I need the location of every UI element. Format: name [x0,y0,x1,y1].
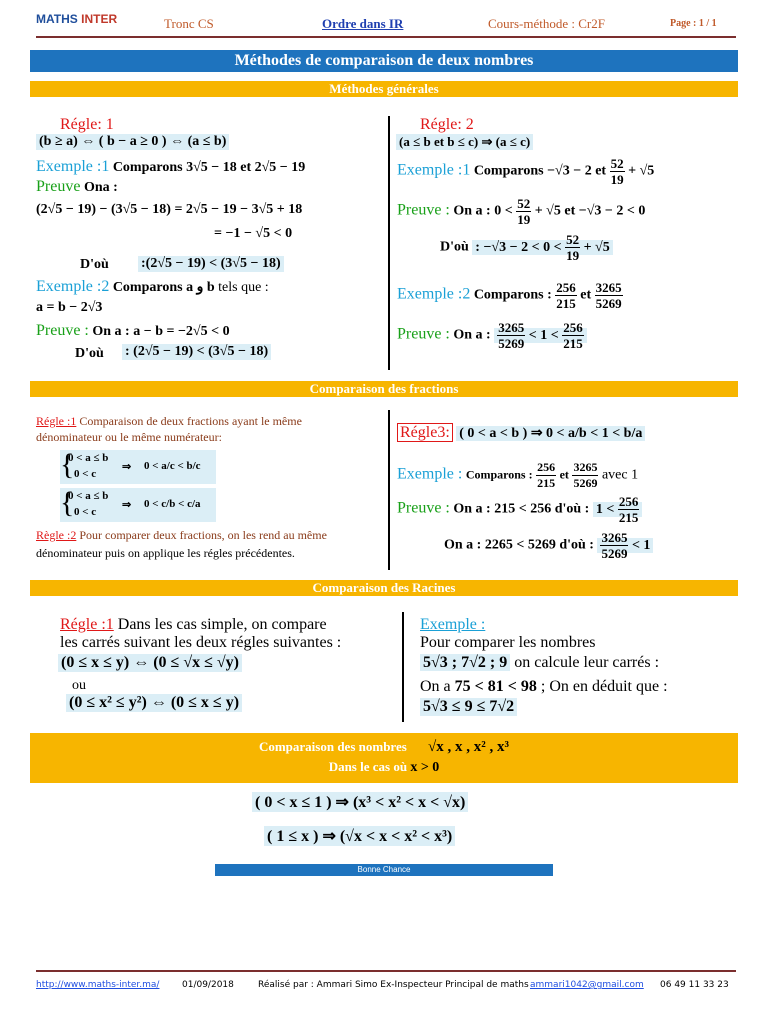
fraction-3265-5269: $\frac{3265}{5269}$ [595,280,622,311]
frac-rule1-text-a: Comparaison de deux fractions ayant le même [79,414,302,428]
donc2-formula: : (2√5 − 19) < (3√5 − 18) [122,344,271,360]
proof4-text: On a : [453,327,491,343]
proof3-title: Preuve : [397,201,450,219]
frac-example-tail: avec 1 [601,467,639,483]
proof4-box: $\frac{3265}{5269}$ < 1 < $\frac{256}{215}$ [494,328,586,343]
powers-condition-label: Dans le cas où [328,759,408,774]
frac-line2-result: $\frac{3265}{5269}$ < 1 [597,538,653,553]
email-link[interactable]: ammari1042@gmail.com [530,980,644,990]
column-divider [402,612,404,722]
proof1-text: Ona : [83,180,118,195]
proof4-title: Preuve : [397,325,450,343]
roots-formula2: (0 ≤ x² ≤ y²) ⇔ (0 ≤ x ≤ y) [66,694,242,712]
roots-or: ou [72,678,86,693]
roots-rule-text-b: les carrés suivant les deux régles suivantes : [60,634,342,651]
frac-rule2-text-a: Pour comparer deux fractions, on les rend au même [79,528,327,542]
frac-rule1-text-b: dénominateur ou le même numérateur: [36,430,222,444]
powers-formula1: ( 0 < x ≤ 1 ) ⇒ (x³ < x² < x < √x) [252,792,468,812]
powers-title: Comparaison des nombres [258,739,407,754]
chapter-label: Ordre dans IR [322,16,404,31]
proof3-mid: + √5 et −√3 − 2 < 0 [534,203,646,219]
example4-text: Comparons : [473,287,552,303]
frac-rule2-text-b: dénominateur puis on applique les régles précédentes. [36,546,295,560]
section-roots: Comparaison des Racines [30,580,738,596]
roots-example-line3c: ; On en déduit que : [540,678,668,695]
site-logo: MATHS INTER [36,12,118,26]
rule2-formula: (a ≤ b et b ≤ c) ⇒ (a ≤ c) [396,134,533,150]
donc2-label: D'où [75,346,104,361]
example2-text: Comparons a و b [112,280,215,295]
roots-example-title: Exemple : [420,616,486,633]
example1-title: Exemple :1 [36,158,110,175]
proof3-text: On a : 0 < [453,203,513,219]
roots-example-line1: Pour comparer les nombres [420,634,596,651]
example4-title: Exemple :2 [397,285,471,303]
frac-proof-result: 1 < $\frac{256}{215}$ [593,502,642,517]
site-url-link[interactable]: http://www.maths-inter.ma/ [36,980,160,990]
footer-author: Réalisé par : Ammari Simo Ex-Inspecteur Principal de maths [258,980,529,990]
frac-rule3-title: Régle3: [397,423,453,442]
frac-line2-text: On a : 2265 < 5269 d'où : [444,537,594,553]
frac-rule3-formula: ( 0 < a < b ) ⇒ 0 < a/b < 1 < b/a [456,426,645,441]
example2-title: Exemple :2 [36,278,110,295]
example4-and: et [580,287,592,303]
footer-divider [36,970,736,972]
section-powers [30,733,738,783]
example3-text: Comparons −√3 − 2 et [473,163,607,179]
frac-system1: { 0 < a ≤ b 0 < c ⇒ 0 < a/c < b/c [60,450,216,484]
example3-title: Exemple :1 [397,161,471,179]
fraction-52-19: $\frac{52}{19}$ [517,196,531,227]
proof2-title: Preuve : [36,322,89,339]
proof2-text: On a : a − b = −2√5 < 0 [92,324,230,339]
roots-rule-title: Régle :1 [60,616,114,633]
column-divider [388,410,390,570]
frac-example-title: Exemple : [397,465,463,483]
proof1-line2: = −1 − √5 < 0 [214,226,293,241]
roots-rule-text-a: Dans les cas simple, on compare [117,616,327,633]
rule2-title: Régle: 2 [420,116,474,133]
frac-proof-text: On a : 215 < 256 d'où : [453,501,590,517]
fraction-52-19: $\frac{52}{19}$ [610,156,624,187]
frac-rule1-label: Régle :1 [36,414,77,428]
course-label: Cours-méthode : Cr2F [488,16,605,31]
donc1-label: D'où [80,257,109,272]
example2-def: a = b − 2√3 [36,300,103,315]
roots-formula1: (0 ≤ x ≤ y) ⇔ (0 ≤ √x ≤ √y) [58,654,242,672]
example2-tail: tels que : [218,280,269,295]
fraction-256-215: $\frac{256}{215}$ [556,280,576,311]
donc1-formula: :(2√5 − 19) < (3√5 − 18) [138,256,284,272]
column-divider [388,116,390,370]
powers-condition: x > 0 [410,760,440,775]
frac-proof-title: Preuve : [397,499,450,517]
level-label: Tronc CS [164,16,214,31]
roots-example-result: 5√3 ≤ 9 ≤ 7√2 [420,698,517,716]
footer-date: 01/09/2018 [182,980,234,990]
frac-example-text: Comparons : [465,467,533,482]
roots-example-line3a: On a [420,678,451,695]
section-fractions: Comparaison des fractions [30,381,738,397]
roots-example-numbers: 5√3 ; 7√2 ; 9 [420,654,510,671]
rule1-formula: (b ≥ a) ⇔ ( b − a ≥ 0 ) ⇔ (a ≤ b) [36,134,229,150]
example1-text: Comparons 3√5 − 18 et 2√5 − 19 [112,160,306,175]
powers-numbers: √x , x , x² , x³ [428,739,510,755]
frac-system2: { 0 < a ≤ b 0 < c ⇒ 0 < c/b < c/a [60,488,216,522]
page-number: Page : 1 / 1 [670,18,717,29]
fraction-3265-5269: $\frac{3265}{5269}$ [573,460,598,490]
fraction-52-19: $\frac{52}{19}$ [566,232,580,263]
frac-example-and: et [559,467,569,482]
fraction-256-215: $\frac{256}{215}$ [537,460,556,490]
footer-phone: 06 49 11 33 23 [660,980,729,990]
header-divider [36,36,736,38]
example3-tail: + √5 [628,163,655,179]
rule1-title: Régle: 1 [60,116,114,133]
page-title: Méthodes de comparaison de deux nombres [30,50,738,72]
frac-rule2-label: Règle :2 [36,528,77,542]
proof1-line1: (2√5 − 19) − (3√5 − 18) = 2√5 − 19 − 3√5 + 18 [36,202,303,217]
bonne-chance-banner: Bonne Chance [215,864,553,876]
donc3-label: D'où [440,239,469,255]
page-header [36,10,736,36]
donc3-box: : −√3 − 2 < 0 < $\frac{52}{19}$ + √5 [472,240,612,255]
roots-example-line3b: 75 < 81 < 98 [454,678,537,695]
powers-formula2: ( 1 ≤ x ) ⇒ (√x < x < x² < x³) [264,826,455,846]
roots-example-line2: on calcule leur carrés : [514,654,660,671]
section-general: Méthodes générales [30,81,738,97]
proof1-title: Preuve [36,178,81,195]
